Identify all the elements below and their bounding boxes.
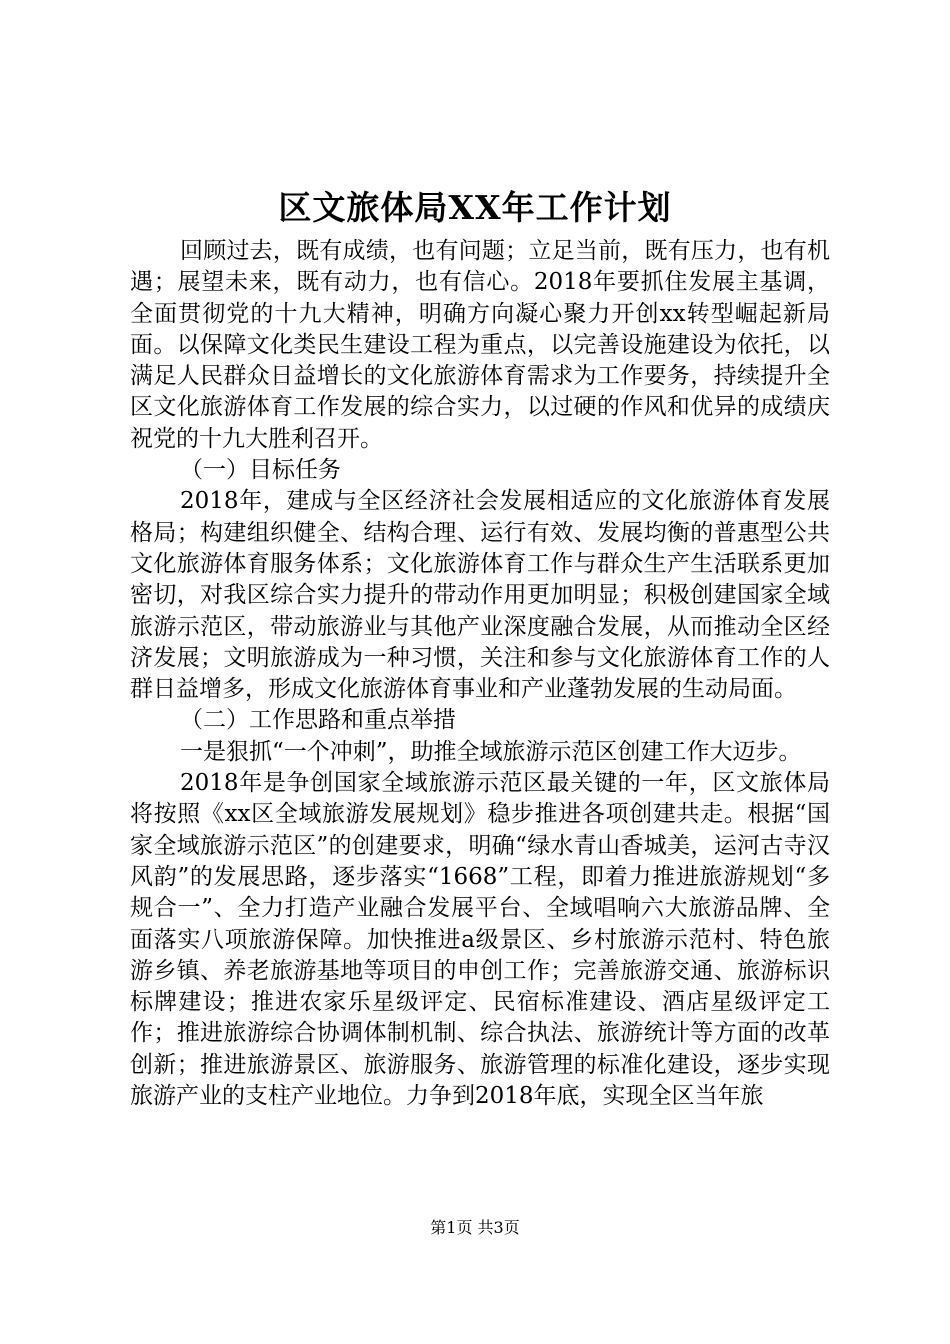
document-title: 区文旅体局XX年工作计划 [278,188,672,227]
section-heading-goals: （一）目标任务 [180,457,341,484]
document-body [130,236,830,1112]
section-heading-measures: （二）工作思路和重点举措 [180,707,456,734]
paragraph-measure-one: 一是狠抓“一个冲刺”，助推全域旅游示范区创建工作大迈步。 [180,738,802,765]
page-footer: 第1页 共3页 [430,1218,520,1237]
paragraph-measure-one-detail: 2018年是争创国家全域旅游示范区最关键的一年，区文旅体局将按照《xx区全域旅游发展规划》稳步推进各项创建共走。根据“国家全域旅游示范区”的创建要求，明确“绿水青山香城美，运河古寺汉风韵”的发展思路，逐步落实“1668”工程，即着力推进旅游规划“多规合一”、全力打造产业融合发展平台、全域唱响六大旅游品牌、全面落实八项旅游保障。加快推进a级景区、乡村旅游示范村、特色旅游乡镇、养老旅游基地等项目的申创工作；完善旅游交通、旅游标识标牌建设；推进农家乐星级评定、民宿标准建设、酒店星级评定工作；推进旅游综合协调体制机制、综合执法、旅游统计等方面的改革创新；推进旅游景区、旅游服务、旅游管理的标准化建设，逐步实现旅游产业的支柱产业地位。力争到2018年底，实现全区当年旅 [130,770,830,1110]
paragraph-goals: 2018年，建成与全区经济社会发展相适应的文化旅游体育发展格局；构建组织健全、结构合理、运行有效、发展均衡的普惠型公共文化旅游体育服务体系；文化旅游体育工作与群众生产生活联系更加密切，对我区综合实力提升的带动作用更加明显；积极创建国家全域旅游示范区，带动旅游业与其他产业深度融合发展，从而推动全区经济发展；文明旅游成为一种习惯，关注和参与文化旅游体育工作的人群日益增多，形成文化旅游体育事业和产业蓬勃发展的生动局面。 [130,488,830,703]
paragraph-intro: 回顾过去，既有成绩，也有问题；立足当前，既有压力，也有机遇；展望未来，既有动力，也有信心。2018年要抓住发展主基调，全面贯彻党的十九大精神，明确方向凝心聚力开创xx转型崛起新局面。以保障文化类民生建设工程为重点，以完善设施建设为依托，以满足人民群众日益增长的文化旅游体育需求为工作要务，持续提升全区文化旅游体育工作发展的综合实力，以过硬的作风和优异的成绩庆祝党的十九大胜利召开。 [130,238,830,452]
